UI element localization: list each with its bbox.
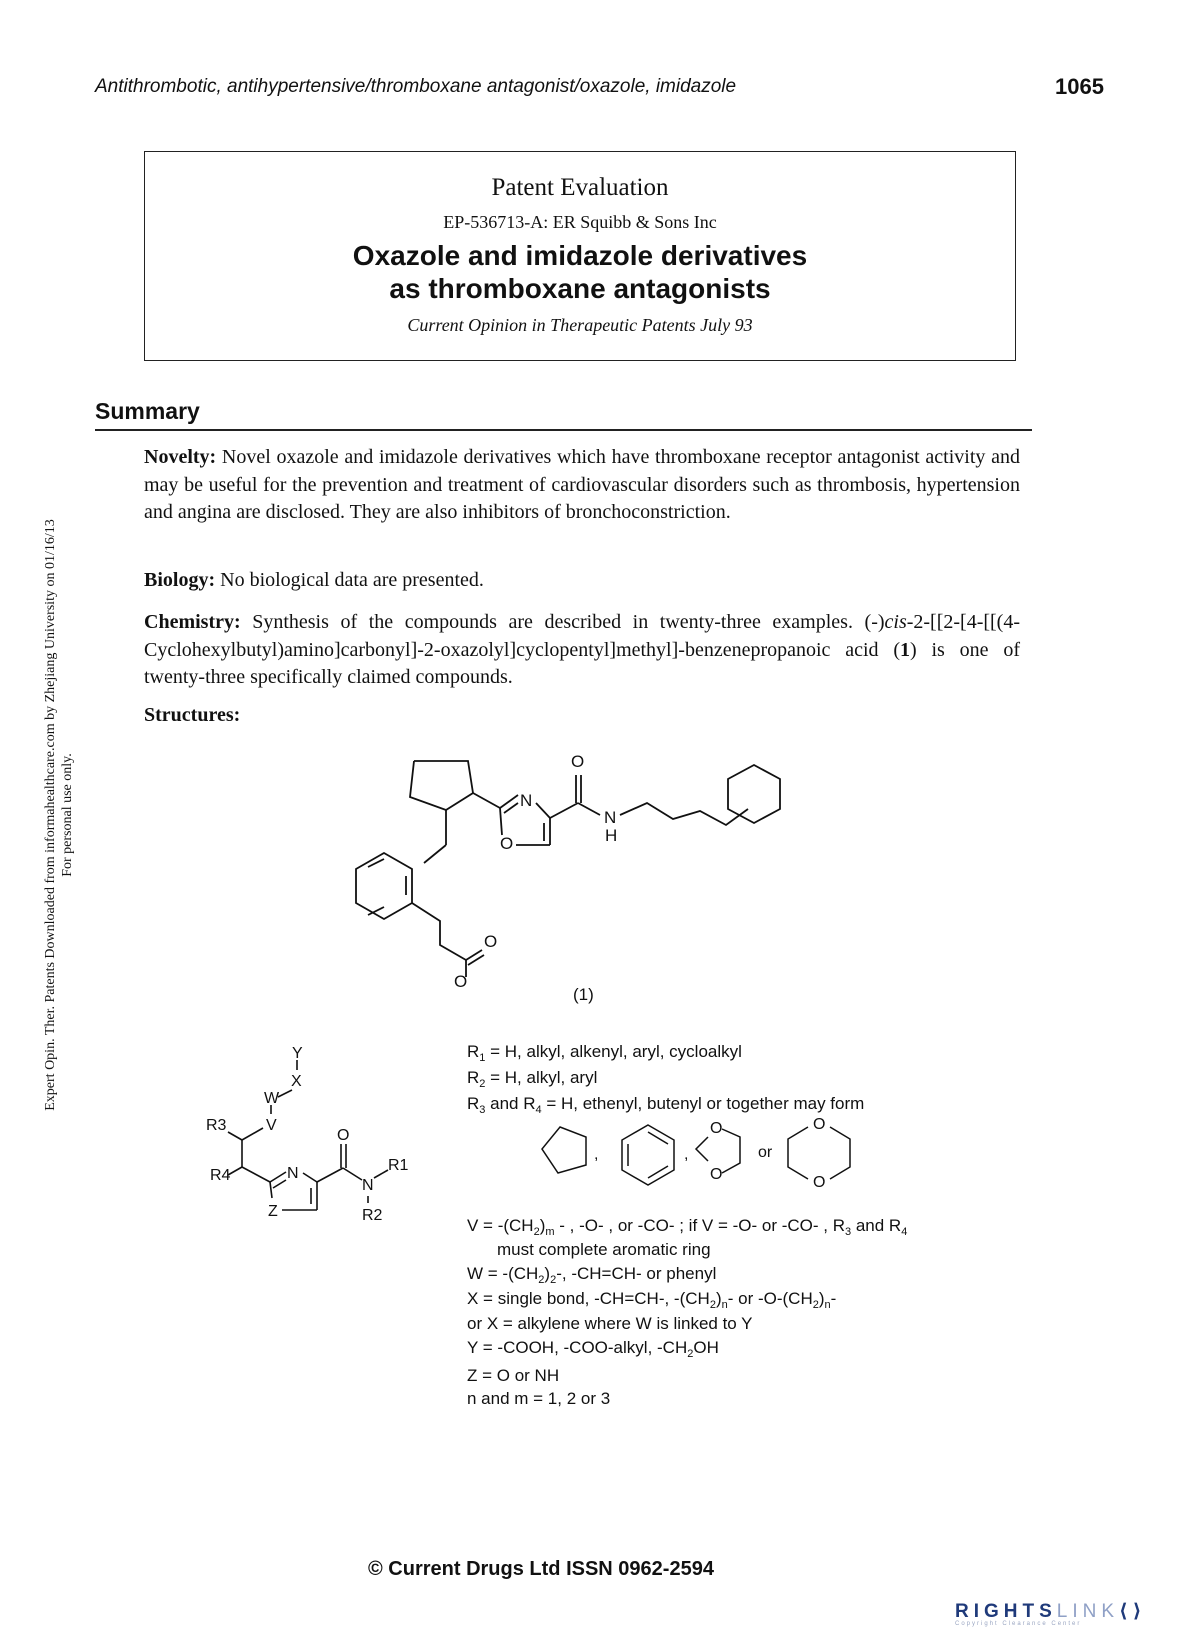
summary-rule <box>95 429 1032 431</box>
definition-x: X = single bond, -CH=CH-, $-(CH_2)_n-$ or $-O-(CH_2)_n-$ <box>467 1289 837 1311</box>
cyclopentane-icon <box>542 1127 586 1173</box>
chemistry-stereo: cis <box>884 611 907 633</box>
watermark-line-2: For personal use only. <box>60 753 75 877</box>
atom-v: V <box>266 1117 277 1134</box>
definition-z: Z = O or NH <box>467 1366 560 1385</box>
ring-separator: , <box>684 1146 689 1163</box>
definition-y: Y = -COOH, -COO-alkyl, $-CH_2OH$ <box>467 1338 719 1360</box>
chemistry-text: Synthesis of the compounds are described in twenty-three examples. (-) <box>240 611 885 633</box>
article-title <box>145 239 1015 305</box>
watermark-line-1: Expert Opin. Ther. Patents Downloaded from informahealthcare.com by Zhejiang University on 01/16/13 <box>43 519 58 1111</box>
dioxane-icon <box>830 1127 850 1179</box>
definition-x-continued: or X = alkylene where W is linked to Y <box>467 1314 753 1333</box>
benzene-icon <box>622 1125 674 1185</box>
biology-label: Biology: <box>144 569 216 591</box>
rightslink-dark: RIGHTS <box>955 1601 1057 1622</box>
download-watermark <box>0 440 75 1190</box>
definition-v-continued: must complete aromatic ring <box>497 1240 711 1259</box>
atom-z: Z <box>268 1203 278 1220</box>
novelty-paragraph <box>144 444 1020 527</box>
atom-n: N <box>604 808 617 827</box>
definition-r3-r4: $R_3$ and $R_4 = H$, ethenyl, butenyl or together may form <box>467 1094 865 1116</box>
summary-heading: Summary <box>95 398 200 424</box>
ring-options-diagram <box>530 1115 870 1215</box>
rightslink-tagline: Copyright Clearance Center <box>955 1621 1082 1627</box>
atom-n: N <box>362 1177 374 1194</box>
atom-o: O <box>571 752 585 771</box>
atom-w: W <box>264 1090 280 1107</box>
atom-r2: R2 <box>362 1207 383 1224</box>
journal-source: Current Opinion in Therapeutic Patents July 93 <box>407 315 753 335</box>
atom-o: O <box>337 1127 350 1144</box>
atom-y: Y <box>292 1045 303 1062</box>
novelty-text: Novel oxazole and imidazole derivatives which have thromboxane receptor antagonist activity and may be useful for the prevention and treatment of cardiovascular disorders such as thrombosis, hypertension and angina are disclosed. They are also inhibitors of bronchoconstriction. <box>144 446 1020 523</box>
acid-oxygen <box>452 970 472 992</box>
chemistry-paragraph <box>144 609 1020 692</box>
atom-x: X <box>291 1073 302 1090</box>
biology-text: No biological data are presented. <box>215 569 484 591</box>
ring-separator: , <box>594 1146 599 1163</box>
definition-w: $W = -(CH_2)_2-$, -CH=CH- or phenyl <box>467 1264 717 1286</box>
definition-n-m: n and m = 1, 2 or 3 <box>467 1389 611 1408</box>
chemistry-text: -2-[[2-[4-[[(4-Cyclohexylbutyl)amino]carbonyl]-2-oxazolyl]cyclopentyl]methyl]-benzenepropanoic acid ( <box>144 611 1020 661</box>
rightslink-logo[interactable] <box>955 1600 1146 1627</box>
evaluation-kind: Patent Evaluation <box>491 174 669 201</box>
svg-text:O: O <box>710 1120 723 1137</box>
atom-r1: R1 <box>388 1157 409 1174</box>
generic-structure-diagram <box>190 1040 440 1240</box>
atom-r3: R3 <box>206 1117 227 1134</box>
novelty-label: Novelty: <box>144 446 217 468</box>
ring-or: or <box>758 1144 773 1161</box>
page-number: 1065 <box>1055 74 1104 99</box>
biology-paragraph <box>144 567 1020 595</box>
atom-o: O <box>500 834 514 853</box>
running-head: Antithrombotic, antihypertensive/thromboxane antagonist/oxazole, imidazole <box>95 76 737 97</box>
copyright-footer: © Current Drugs Ltd ISSN 0962-2594 <box>368 1558 714 1580</box>
atom-r4: R4 <box>210 1167 231 1184</box>
chemistry-text: ) is one of twenty-three specifically claimed compounds. <box>144 638 1020 688</box>
structure-1-diagram <box>340 745 800 985</box>
dioxolane-icon <box>696 1137 708 1161</box>
atom-o: O <box>484 932 498 951</box>
atom-n: N <box>520 791 533 810</box>
compound-label: (1) <box>573 985 594 1004</box>
definition-r1: $R_1 = H$, alkyl, alkenyl, aryl, cycloalkyl <box>467 1042 742 1064</box>
definition-v: $V = -(CH_2)_m$ - , -O- , or -CO- ; if V = -O- or -CO- , $R_3$ and $R_4$ <box>467 1216 908 1238</box>
rightslink-arrow-icon: ⟨⟩ <box>1119 1601 1147 1622</box>
svg-text:O: O <box>813 1116 826 1133</box>
patent-id: EP-536713-A: ER Squibb & Sons Inc <box>443 212 717 232</box>
patent-evaluation-box <box>144 151 1016 361</box>
structures-label: Structures: <box>144 704 241 726</box>
chemistry-label: Chemistry: <box>144 611 241 633</box>
title-line-1: Oxazole and imidazole derivatives <box>352 240 808 271</box>
svg-text:O: O <box>454 972 468 991</box>
atom-n: N <box>287 1165 299 1182</box>
rightslink-light: LINK <box>1056 1601 1120 1622</box>
definition-r2: $R_2 = H$, alkyl, aryl <box>467 1068 598 1090</box>
title-line-2: as thromboxane antagonists <box>389 273 771 304</box>
atom-h: H <box>605 826 618 845</box>
svg-text:O: O <box>813 1174 826 1191</box>
compound-ref: 1 <box>900 638 911 661</box>
svg-text:O: O <box>710 1166 723 1183</box>
